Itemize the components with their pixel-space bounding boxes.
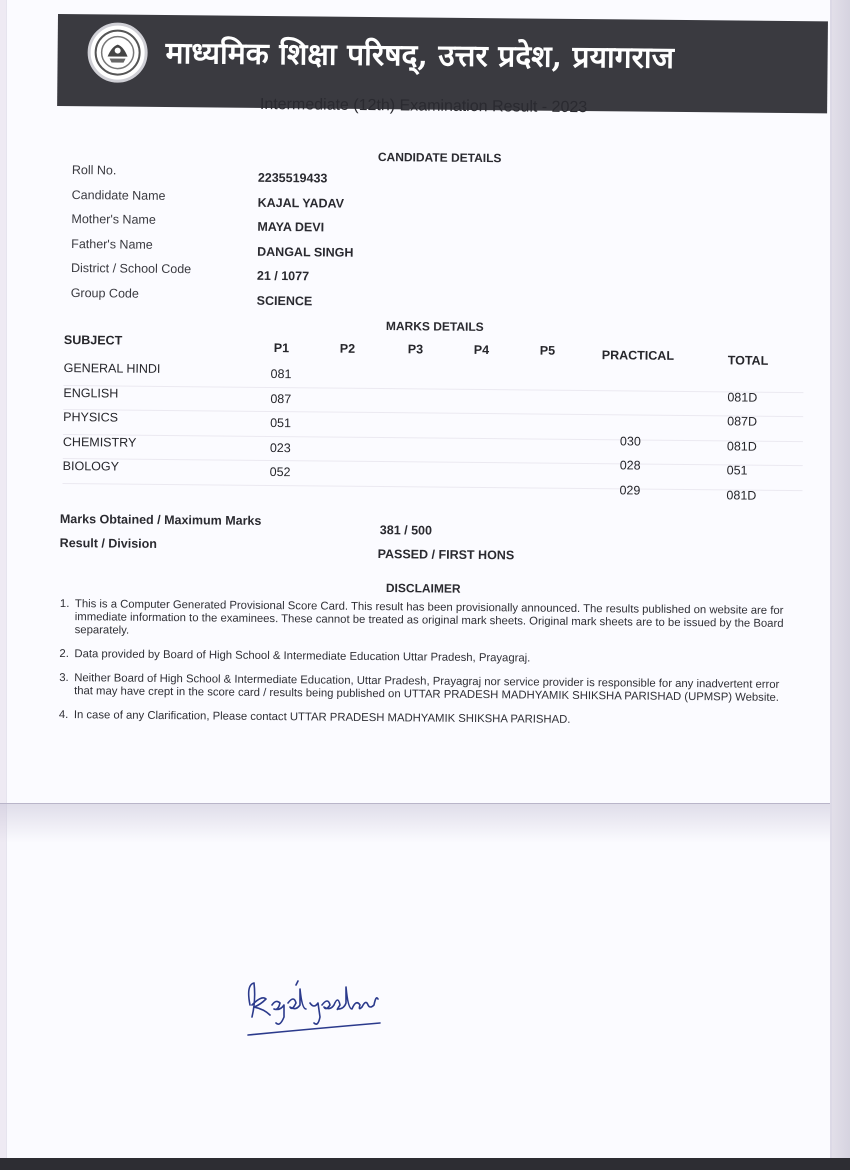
paper-edge xyxy=(832,0,850,1170)
handwritten-signature xyxy=(240,965,430,1045)
roll-no-value: 2235519433 xyxy=(257,170,328,186)
practical-cell: 028 xyxy=(619,458,641,473)
col-subject: SUBJECT xyxy=(63,332,123,348)
subject-cell: CHEMISTRY xyxy=(62,434,137,450)
board-name-title: माध्यमिक शिक्षा परिषद्, उत्तर प्रदेश, प्रयागराज xyxy=(165,36,675,76)
total-cell: 081D xyxy=(727,389,758,405)
disclaimer-text: Neither Board of High School & Intermediate Education, Uttar Pradesh, Prayagraj nor service provider is responsible for any inadvertent error that may have crept in the score card / results being published on UTTAR PRADESH MADHYAMIK SHIKSHA PARISHAD (UPMSP) Website. xyxy=(74,672,780,704)
total-cell: 087D xyxy=(727,414,758,429)
paper-fold-shadow xyxy=(0,803,830,843)
disclaimer-number: 2. xyxy=(59,647,69,661)
practical-cell: 029 xyxy=(619,482,641,498)
disclaimer-number: 4. xyxy=(58,708,69,722)
subject-cell: BIOLOGY xyxy=(62,458,120,474)
group-code-label: Group Code xyxy=(70,285,139,301)
marks-details-heading: MARKS DETAILS xyxy=(385,319,484,334)
marks-obtained-label: Marks Obtained / Maximum Marks xyxy=(59,512,262,528)
disclaimer-list xyxy=(59,598,786,740)
col-practical: PRACTICAL xyxy=(601,348,675,363)
result-summary xyxy=(60,512,800,567)
candidate-name-label: Candidate Name xyxy=(71,187,166,203)
p1-cell: 081 xyxy=(270,366,292,382)
result-division-label: Result / Division xyxy=(59,535,158,551)
subject-cell: ENGLISH xyxy=(63,385,119,401)
disclaimer-text: In case of any Clarification, Please contact UTTAR PRADESH MADHYAMIK SHIKSHA PARISHAD. xyxy=(73,709,571,726)
paper-fold-line xyxy=(0,803,830,804)
mother-name-value: MAYA DEVI xyxy=(257,219,325,235)
total-cell: 081D xyxy=(726,438,757,454)
total-cell: 081D xyxy=(726,487,757,503)
total-cell: 051 xyxy=(726,463,748,478)
marks-table xyxy=(62,331,804,515)
candidate-details xyxy=(71,163,812,318)
group-code-value: SCIENCE xyxy=(256,293,313,309)
mother-name-label: Mother's Name xyxy=(71,212,156,227)
disclaimer-number: 1. xyxy=(59,598,70,611)
disclaimer-number: 3. xyxy=(59,671,69,685)
col-p3: P3 xyxy=(407,342,424,357)
roll-no-label: Roll No. xyxy=(71,163,117,178)
p1-cell: 087 xyxy=(270,391,292,406)
col-total: TOTAL xyxy=(727,353,769,368)
disclaimer-text: Data provided by Board of High School & Intermediate Education Uttar Pradesh, Prayagraj. xyxy=(74,648,531,665)
up-government-emblem-icon xyxy=(87,22,148,83)
col-p4: P4 xyxy=(473,342,490,358)
result-division-value: PASSED / FIRST HONS xyxy=(377,547,515,563)
p1-cell: 052 xyxy=(269,464,291,480)
marks-obtained-value: 381 / 500 xyxy=(379,523,433,538)
disclaimer-heading: DISCLAIMER xyxy=(385,581,461,596)
col-p2: P2 xyxy=(339,341,356,356)
district-school-code-label: District / School Code xyxy=(70,261,192,277)
subject-cell: GENERAL HINDI xyxy=(63,360,161,376)
district-school-code-value: 21 / 1077 xyxy=(256,269,310,284)
candidate-name-value: KAJAL YADAV xyxy=(257,195,345,211)
disclaimer-item xyxy=(59,709,785,729)
disclaimer-item xyxy=(60,598,786,644)
col-p1: P1 xyxy=(273,341,290,356)
subject-cell: PHYSICS xyxy=(63,409,119,425)
exam-title: Intermediate (12th) Examination Result - 2023 xyxy=(259,96,588,117)
p1-cell: 051 xyxy=(270,415,292,431)
father-name-label: Father's Name xyxy=(71,236,153,252)
col-p5: P5 xyxy=(539,343,556,358)
disclaimer-text: This is a Computer Generated Provisional Score Card. This result has been provisionally announced. The results published on website are for immediate information to the examinees. These cannot be treated as original mark sheets. Original mark sheets are to be issued by the Board separately. xyxy=(74,598,784,637)
disclaimer-item xyxy=(59,672,785,705)
disclaimer-item xyxy=(59,648,785,668)
practical-cell: 030 xyxy=(619,433,641,449)
scan-bottom-edge xyxy=(0,1158,850,1170)
p1-cell: 023 xyxy=(269,440,291,455)
candidate-details-heading: CANDIDATE DETAILS xyxy=(377,150,502,166)
father-name-value: DANGAL SINGH xyxy=(257,244,354,260)
